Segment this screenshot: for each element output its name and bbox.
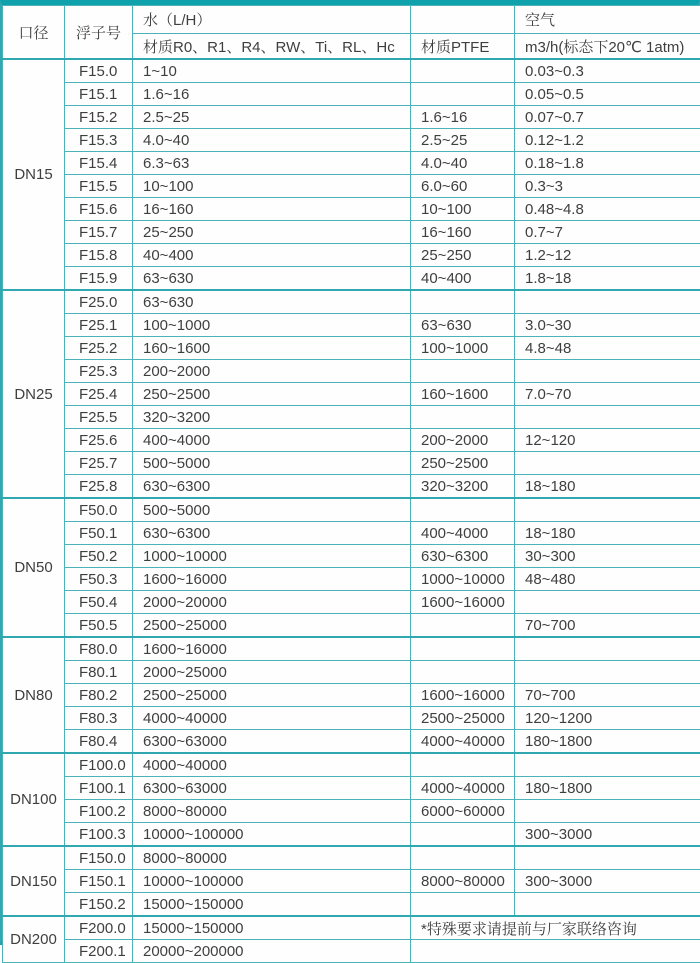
float-no-cell: F150.0 <box>65 846 133 870</box>
table-row <box>3 59 700 83</box>
ptfe-range-cell <box>411 498 515 522</box>
float-no-cell: F100.3 <box>65 823 133 847</box>
table-row <box>3 916 700 940</box>
table-row <box>3 83 700 106</box>
float-no-cell: F15.2 <box>65 106 133 129</box>
float-no-cell: F50.5 <box>65 614 133 638</box>
water-range-cell: 630~6300 <box>133 522 411 545</box>
float-no-cell: F50.1 <box>65 522 133 545</box>
air-range-cell <box>515 893 700 917</box>
air-range-cell: 70~700 <box>515 684 700 707</box>
float-no-cell: F15.6 <box>65 198 133 221</box>
water-range-cell: 10000~100000 <box>133 823 411 847</box>
ptfe-range-cell <box>411 637 515 661</box>
water-range-cell: 4.0~40 <box>133 129 411 152</box>
float-no-cell: F25.4 <box>65 383 133 406</box>
ptfe-range-cell <box>411 59 515 83</box>
float-no-cell: F100.2 <box>65 800 133 823</box>
header-water-group: 水（L/H） <box>133 6 411 34</box>
water-range-cell: 2.5~25 <box>133 106 411 129</box>
air-range-cell: 0.12~1.2 <box>515 129 700 152</box>
air-range-cell: 12~120 <box>515 429 700 452</box>
table-row <box>3 614 700 638</box>
ptfe-range-cell: 4000~40000 <box>411 777 515 800</box>
diameter-cell: DN50 <box>3 498 65 637</box>
water-range-cell: 16~160 <box>133 198 411 221</box>
air-range-cell: 0.18~1.8 <box>515 152 700 175</box>
air-range-cell <box>515 406 700 429</box>
table-row <box>3 591 700 614</box>
float-no-cell: F15.8 <box>65 244 133 267</box>
float-no-cell: F200.0 <box>65 916 133 940</box>
ptfe-range-cell <box>411 83 515 106</box>
table-row <box>3 661 700 684</box>
air-range-cell: 180~1800 <box>515 777 700 800</box>
water-range-cell: 2500~25000 <box>133 614 411 638</box>
ptfe-range-cell: 1600~16000 <box>411 591 515 614</box>
water-range-cell: 200~2000 <box>133 360 411 383</box>
air-range-cell <box>515 360 700 383</box>
flow-range-table <box>2 5 700 963</box>
ptfe-range-cell: 2500~25000 <box>411 707 515 730</box>
table-row <box>3 522 700 545</box>
table-row <box>3 753 700 777</box>
float-no-cell: F200.1 <box>65 940 133 963</box>
table-row <box>3 314 700 337</box>
water-range-cell: 100~1000 <box>133 314 411 337</box>
air-range-cell: 180~1800 <box>515 730 700 754</box>
header-air-units: m3/h(标态下20℃ 1atm) <box>515 34 700 60</box>
table-row <box>3 730 700 754</box>
air-range-cell <box>515 661 700 684</box>
water-range-cell: 6.3~63 <box>133 152 411 175</box>
table-row <box>3 545 700 568</box>
air-range-cell: 18~180 <box>515 522 700 545</box>
float-no-cell: F50.4 <box>65 591 133 614</box>
water-range-cell: 6300~63000 <box>133 777 411 800</box>
merged-empty-cell <box>411 940 700 963</box>
header-float-no: 浮子号 <box>65 6 133 60</box>
air-range-cell <box>515 637 700 661</box>
water-range-cell: 10000~100000 <box>133 870 411 893</box>
table-row <box>3 290 700 314</box>
float-no-cell: F15.1 <box>65 83 133 106</box>
water-range-cell: 400~4000 <box>133 429 411 452</box>
ptfe-range-cell: 200~2000 <box>411 429 515 452</box>
water-range-cell: 1600~16000 <box>133 637 411 661</box>
table-row <box>3 940 700 963</box>
table-row <box>3 777 700 800</box>
water-range-cell: 63~630 <box>133 267 411 291</box>
water-range-cell: 630~6300 <box>133 475 411 499</box>
water-range-cell: 500~5000 <box>133 498 411 522</box>
table-row <box>3 684 700 707</box>
water-range-cell: 2500~25000 <box>133 684 411 707</box>
water-range-cell: 2000~20000 <box>133 591 411 614</box>
water-range-cell: 1.6~16 <box>133 83 411 106</box>
ptfe-range-cell <box>411 823 515 847</box>
air-range-cell <box>515 753 700 777</box>
ptfe-range-cell: 100~1000 <box>411 337 515 360</box>
diameter-cell: DN80 <box>3 637 65 753</box>
float-no-cell: F150.1 <box>65 870 133 893</box>
table-row <box>3 337 700 360</box>
table-row <box>3 221 700 244</box>
water-range-cell: 4000~40000 <box>133 707 411 730</box>
ptfe-range-cell: 630~6300 <box>411 545 515 568</box>
header-diameter: 口径 <box>3 6 65 60</box>
float-no-cell: F50.3 <box>65 568 133 591</box>
ptfe-range-cell: 10~100 <box>411 198 515 221</box>
float-no-cell: F100.1 <box>65 777 133 800</box>
float-no-cell: F80.4 <box>65 730 133 754</box>
table-row <box>3 846 700 870</box>
table-row <box>3 568 700 591</box>
water-range-cell: 320~3200 <box>133 406 411 429</box>
water-range-cell: 1~10 <box>133 59 411 83</box>
ptfe-range-cell <box>411 290 515 314</box>
table-row <box>3 637 700 661</box>
table-row <box>3 198 700 221</box>
table-row <box>3 429 700 452</box>
ptfe-range-cell <box>411 614 515 638</box>
ptfe-range-cell <box>411 893 515 917</box>
float-no-cell: F25.5 <box>65 406 133 429</box>
air-range-cell: 300~3000 <box>515 823 700 847</box>
ptfe-range-cell: 1600~16000 <box>411 684 515 707</box>
ptfe-range-cell: 1000~10000 <box>411 568 515 591</box>
table-header <box>3 6 700 60</box>
float-no-cell: F25.3 <box>65 360 133 383</box>
air-range-cell <box>515 452 700 475</box>
ptfe-range-cell: 6.0~60 <box>411 175 515 198</box>
diameter-cell: DN100 <box>3 753 65 846</box>
float-no-cell: F80.2 <box>65 684 133 707</box>
float-no-cell: F15.3 <box>65 129 133 152</box>
float-no-cell: F100.0 <box>65 753 133 777</box>
header-water-material-ptfe: 材质PTFE <box>411 34 515 60</box>
diameter-cell: DN15 <box>3 59 65 290</box>
diameter-cell: DN150 <box>3 846 65 916</box>
air-range-cell: 300~3000 <box>515 870 700 893</box>
water-range-cell: 160~1600 <box>133 337 411 360</box>
ptfe-range-cell: 40~400 <box>411 267 515 291</box>
ptfe-range-cell: 160~1600 <box>411 383 515 406</box>
air-range-cell: 0.7~7 <box>515 221 700 244</box>
water-range-cell: 4000~40000 <box>133 753 411 777</box>
float-no-cell: F25.0 <box>65 290 133 314</box>
table-row <box>3 175 700 198</box>
table-row <box>3 498 700 522</box>
air-range-cell: 48~480 <box>515 568 700 591</box>
table-row <box>3 707 700 730</box>
water-range-cell: 15000~150000 <box>133 893 411 917</box>
header-water-material-main: 材质R0、R1、R4、RW、Ti、RL、Hc <box>133 34 411 60</box>
table-row <box>3 452 700 475</box>
ptfe-range-cell: 25~250 <box>411 244 515 267</box>
air-range-cell <box>515 800 700 823</box>
air-range-cell: 7.0~70 <box>515 383 700 406</box>
water-range-cell: 15000~150000 <box>133 916 411 940</box>
float-no-cell: F50.0 <box>65 498 133 522</box>
air-range-cell: 3.0~30 <box>515 314 700 337</box>
table-row <box>3 823 700 847</box>
note-cell: *特殊要求请提前与厂家联络咨询 <box>411 916 700 940</box>
water-range-cell: 63~630 <box>133 290 411 314</box>
air-range-cell: 70~700 <box>515 614 700 638</box>
air-range-cell: 120~1200 <box>515 707 700 730</box>
water-range-cell: 25~250 <box>133 221 411 244</box>
air-range-cell: 0.03~0.3 <box>515 59 700 83</box>
float-no-cell: F15.7 <box>65 221 133 244</box>
float-no-cell: F15.0 <box>65 59 133 83</box>
table-body <box>3 59 700 963</box>
float-no-cell: F80.1 <box>65 661 133 684</box>
water-range-cell: 8000~80000 <box>133 846 411 870</box>
table-row <box>3 152 700 175</box>
float-no-cell: F25.7 <box>65 452 133 475</box>
diameter-cell: DN25 <box>3 290 65 498</box>
water-range-cell: 6300~63000 <box>133 730 411 754</box>
water-range-cell: 10~100 <box>133 175 411 198</box>
ptfe-range-cell <box>411 661 515 684</box>
water-range-cell: 250~2500 <box>133 383 411 406</box>
float-no-cell: F25.8 <box>65 475 133 499</box>
ptfe-range-cell <box>411 406 515 429</box>
air-range-cell: 0.07~0.7 <box>515 106 700 129</box>
air-range-cell <box>515 290 700 314</box>
ptfe-range-cell: 16~160 <box>411 221 515 244</box>
ptfe-range-cell: 250~2500 <box>411 452 515 475</box>
table-row <box>3 129 700 152</box>
float-no-cell: F25.6 <box>65 429 133 452</box>
air-range-cell: 0.3~3 <box>515 175 700 198</box>
table-row <box>3 475 700 499</box>
water-range-cell: 1600~16000 <box>133 568 411 591</box>
float-no-cell: F80.3 <box>65 707 133 730</box>
float-no-cell: F15.4 <box>65 152 133 175</box>
water-range-cell: 500~5000 <box>133 452 411 475</box>
table-row <box>3 244 700 267</box>
air-range-cell: 0.48~4.8 <box>515 198 700 221</box>
ptfe-range-cell <box>411 360 515 383</box>
ptfe-range-cell: 4.0~40 <box>411 152 515 175</box>
water-range-cell: 20000~200000 <box>133 940 411 963</box>
ptfe-range-cell <box>411 846 515 870</box>
header-row-group <box>3 6 700 34</box>
water-range-cell: 2000~25000 <box>133 661 411 684</box>
air-range-cell: 4.8~48 <box>515 337 700 360</box>
air-range-cell: 1.8~18 <box>515 267 700 291</box>
float-no-cell: F15.5 <box>65 175 133 198</box>
ptfe-range-cell: 8000~80000 <box>411 870 515 893</box>
float-no-cell: F25.1 <box>65 314 133 337</box>
table-row <box>3 106 700 129</box>
float-no-cell: F15.9 <box>65 267 133 291</box>
air-range-cell: 0.05~0.5 <box>515 83 700 106</box>
ptfe-range-cell: 6000~60000 <box>411 800 515 823</box>
air-range-cell: 30~300 <box>515 545 700 568</box>
ptfe-range-cell: 320~3200 <box>411 475 515 499</box>
table-row <box>3 267 700 291</box>
air-range-cell <box>515 846 700 870</box>
ptfe-range-cell <box>411 753 515 777</box>
table-row <box>3 870 700 893</box>
float-no-cell: F25.2 <box>65 337 133 360</box>
ptfe-range-cell: 2.5~25 <box>411 129 515 152</box>
ptfe-range-cell: 4000~40000 <box>411 730 515 754</box>
float-no-cell: F50.2 <box>65 545 133 568</box>
air-range-cell <box>515 498 700 522</box>
table-row <box>3 383 700 406</box>
air-range-cell <box>515 591 700 614</box>
table-row <box>3 893 700 917</box>
water-range-cell: 1000~10000 <box>133 545 411 568</box>
diameter-cell: DN200 <box>3 916 65 963</box>
air-range-cell: 1.2~12 <box>515 244 700 267</box>
ptfe-range-cell: 63~630 <box>411 314 515 337</box>
ptfe-range-cell: 1.6~16 <box>411 106 515 129</box>
air-range-cell: 18~180 <box>515 475 700 499</box>
ptfe-range-cell: 400~4000 <box>411 522 515 545</box>
float-no-cell: F80.0 <box>65 637 133 661</box>
header-air-group: 空气 <box>515 6 700 34</box>
table-row <box>3 360 700 383</box>
float-no-cell: F150.2 <box>65 893 133 917</box>
table-row <box>3 406 700 429</box>
header-water-group-spacer <box>411 6 515 34</box>
water-range-cell: 40~400 <box>133 244 411 267</box>
water-range-cell: 8000~80000 <box>133 800 411 823</box>
table-row <box>3 800 700 823</box>
